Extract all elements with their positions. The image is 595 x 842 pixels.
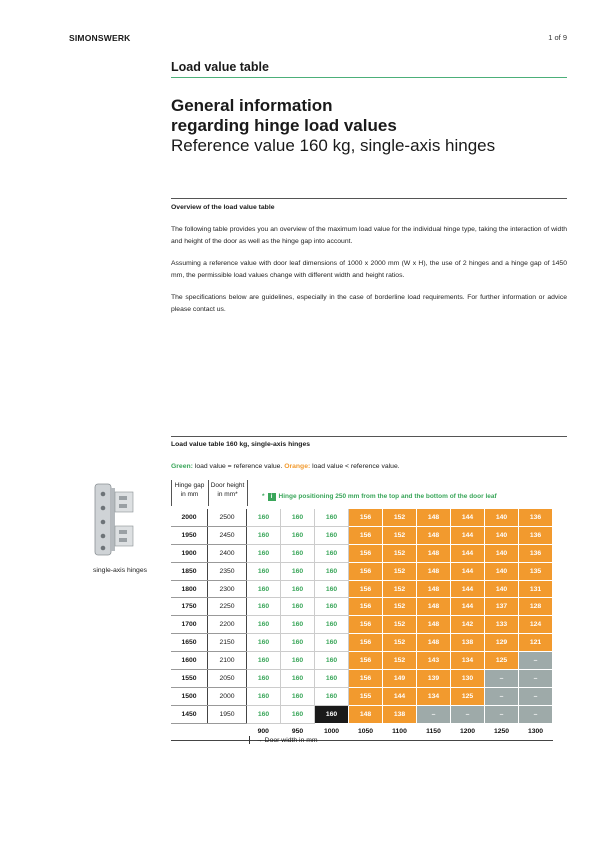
hinge-gap-cell: 1700 [171, 616, 208, 634]
load-value-cell: 148 [417, 544, 451, 562]
overview-paragraph-3: The specifications below are guidelines, especially in the case of borderline load requirements. For further information or advice please contact us. [171, 294, 567, 313]
load-value-cell: 140 [485, 509, 519, 526]
load-value-cell: 152 [383, 598, 417, 616]
load-value-cell: – [451, 705, 485, 723]
overview-paragraph-1: The following table provides you an overview of the maximum load value for the individual hinge type, taking the interaction of width and height of the door as well as the hinge gap into account. [171, 226, 567, 245]
load-value-cell: 160 [281, 526, 315, 544]
load-value-cell: 160 [281, 509, 315, 526]
load-value-cell: 152 [383, 634, 417, 652]
table-row [171, 544, 553, 562]
info-icon: i [268, 493, 276, 501]
load-value-cell: 133 [485, 616, 519, 634]
load-value-cell: – [519, 705, 553, 723]
load-value-cell: 148 [417, 598, 451, 616]
load-value-cell: 160 [315, 687, 349, 705]
headline-line-2: regarding hinge load values [171, 116, 397, 135]
load-value-cell: 148 [417, 634, 451, 652]
hinge-gap-cell: 1950 [171, 526, 208, 544]
note-text: Hinge positioning 250 mm from the top and the bottom of the door leaf [278, 493, 497, 500]
load-value-cell: 156 [349, 562, 383, 580]
table-row [171, 598, 553, 616]
door-width-row [171, 723, 553, 740]
load-value-cell: 128 [519, 598, 553, 616]
load-value-cell: 152 [383, 526, 417, 544]
headline-line-1: General information [171, 96, 333, 115]
door-height-cell: 2400 [208, 544, 247, 562]
hinge-gap-header-line-2: in mm [180, 491, 199, 498]
table-row [171, 652, 553, 670]
load-value-table [171, 509, 553, 741]
load-value-cell: 138 [383, 705, 417, 723]
load-value-cell: 148 [417, 580, 451, 598]
load-value-cell: 156 [349, 509, 383, 526]
hinge-gap-cell: 1900 [171, 544, 208, 562]
headline-line-3: Reference value 160 kg, single-axis hinges [171, 136, 496, 155]
page-number: 1 of 9 [548, 33, 567, 42]
hinge-image-caption: single-axis hinges [92, 567, 148, 574]
load-value-cell: 160 [281, 670, 315, 688]
hinge-gap-cell: 1750 [171, 598, 208, 616]
load-value-cell: 156 [349, 580, 383, 598]
load-value-cell: 160 [247, 634, 281, 652]
load-value-cell: 160 [281, 634, 315, 652]
note-asterisk: * [262, 493, 265, 500]
load-value-cell: 156 [349, 526, 383, 544]
load-value-cell: – [519, 652, 553, 670]
load-value-cell: 139 [417, 670, 451, 688]
load-value-cell: – [417, 705, 451, 723]
door-height-cell: 2000 [208, 687, 247, 705]
load-value-cell: 160 [315, 616, 349, 634]
hinge-gap-cell: 2000 [171, 509, 208, 526]
load-value-cell: 148 [417, 526, 451, 544]
door-height-cell: 2200 [208, 616, 247, 634]
load-value-cell: 125 [451, 687, 485, 705]
load-value-cell: 143 [417, 652, 451, 670]
legend-green-text: load value = reference value. [192, 463, 285, 470]
door-width-cell: 1000 [315, 723, 349, 740]
load-value-cell: 160 [247, 598, 281, 616]
table-row [171, 526, 553, 544]
load-value-cell: – [485, 705, 519, 723]
table-row [171, 580, 553, 598]
door-height-cell: 2500 [208, 509, 247, 526]
load-value-cell: 131 [519, 580, 553, 598]
hinge-gap-cell: 1550 [171, 670, 208, 688]
load-value-cell: 144 [451, 580, 485, 598]
empty-cell [208, 723, 247, 740]
legend-green-label: Green: [171, 463, 193, 470]
load-value-cell: 160 [247, 616, 281, 634]
load-value-cell: 156 [349, 634, 383, 652]
load-value-cell: 160 [281, 598, 315, 616]
overview-paragraph-2: Assuming a reference value with door leaf dimensions of 1000 x 2000 mm (W x H), the use of 2 hinges and a hinge gap of 1450 mm, the permissible load values change with different width and height ratios. [171, 260, 567, 279]
load-value-cell: 148 [417, 509, 451, 526]
door-width-cell: 1300 [519, 723, 553, 740]
axis-tick [249, 736, 250, 744]
load-value-cell: 160 [315, 705, 349, 723]
table-row [171, 705, 553, 723]
load-value-cell: 155 [349, 687, 383, 705]
door-width-cell: 1250 [485, 723, 519, 740]
table-row [171, 670, 553, 688]
load-value-cell: 135 [519, 562, 553, 580]
single-axis-hinge-image [93, 482, 138, 557]
door-width-axis-label [249, 736, 318, 744]
door-height-cell: 2300 [208, 580, 247, 598]
load-value-cell: 152 [383, 580, 417, 598]
section-divider [171, 77, 567, 78]
table-row [171, 687, 553, 705]
load-value-cell: 160 [247, 670, 281, 688]
load-value-cell: 160 [315, 580, 349, 598]
load-value-cell: 156 [349, 598, 383, 616]
load-value-cell: 121 [519, 634, 553, 652]
load-value-cell: 144 [451, 544, 485, 562]
load-value-cell: 140 [485, 562, 519, 580]
load-value-cell: 152 [383, 652, 417, 670]
color-legend [171, 463, 400, 470]
door-width-cell: 1150 [417, 723, 451, 740]
load-value-cell: 152 [383, 509, 417, 526]
load-value-cell: 160 [281, 580, 315, 598]
door-width-cell: 900 [247, 723, 281, 740]
hinge-gap-header [171, 481, 208, 499]
load-value-cell: 137 [485, 598, 519, 616]
load-value-cell: 134 [417, 687, 451, 705]
load-value-cell: 138 [451, 634, 485, 652]
load-value-cell: 160 [247, 652, 281, 670]
hinge-gap-cell: 1650 [171, 634, 208, 652]
load-value-cell: 136 [519, 526, 553, 544]
door-height-cell: 1950 [208, 705, 247, 723]
hinge-gap-cell: 1800 [171, 580, 208, 598]
load-value-cell: 160 [315, 544, 349, 562]
load-value-cell: 160 [315, 652, 349, 670]
door-height-cell: 2350 [208, 562, 247, 580]
table-row [171, 634, 553, 652]
load-value-cell: 140 [485, 526, 519, 544]
load-value-cell: 160 [281, 705, 315, 723]
door-height-header [208, 481, 247, 499]
door-width-cell: 1200 [451, 723, 485, 740]
section-title: Load value table [171, 60, 269, 74]
hinge-gap-cell: 1850 [171, 562, 208, 580]
load-value-cell: 148 [417, 562, 451, 580]
load-value-cell: 156 [349, 544, 383, 562]
door-height-cell: 2450 [208, 526, 247, 544]
legend-orange-label: Orange: [284, 463, 311, 470]
load-value-cell: 160 [281, 652, 315, 670]
load-value-cell: 136 [519, 509, 553, 526]
load-value-cell: – [519, 687, 553, 705]
door-height-header-line-1: Door height [210, 482, 245, 489]
load-value-cell: 156 [349, 652, 383, 670]
load-value-cell: 160 [247, 580, 281, 598]
load-value-cell: 160 [315, 634, 349, 652]
load-value-cell: 134 [451, 652, 485, 670]
overview-title: Overview of the load value table [171, 204, 275, 211]
door-height-cell: 2100 [208, 652, 247, 670]
load-value-cell: 140 [485, 580, 519, 598]
load-value-cell: 152 [383, 562, 417, 580]
load-value-cell: 160 [315, 562, 349, 580]
load-value-cell: 160 [247, 687, 281, 705]
load-value-cell: 152 [383, 616, 417, 634]
door-height-cell: 2150 [208, 634, 247, 652]
load-value-cell: 124 [519, 616, 553, 634]
load-value-cell: 149 [383, 670, 417, 688]
door-width-label: → Door width in mm [256, 736, 318, 744]
door-height-header-line-2: in mm* [217, 491, 238, 498]
load-value-cell: – [519, 670, 553, 688]
table-row [171, 616, 553, 634]
load-value-cell: 144 [451, 526, 485, 544]
load-value-cell: 160 [315, 598, 349, 616]
table-row [171, 509, 553, 526]
load-value-cell: 152 [383, 544, 417, 562]
hinge-gap-cell: 1600 [171, 652, 208, 670]
load-value-cell: 160 [247, 705, 281, 723]
load-value-cell: – [485, 670, 519, 688]
load-value-cell: 144 [451, 598, 485, 616]
load-value-cell: 144 [451, 562, 485, 580]
empty-cell [171, 723, 208, 740]
header-separator-right [247, 480, 248, 506]
load-value-cell: 144 [383, 687, 417, 705]
load-value-cell: 144 [451, 509, 485, 526]
load-value-cell: 156 [349, 670, 383, 688]
load-value-cell: 160 [315, 526, 349, 544]
load-value-cell: 160 [247, 562, 281, 580]
load-value-cell: 160 [315, 509, 349, 526]
load-value-cell: 160 [281, 616, 315, 634]
load-value-cell: 160 [247, 509, 281, 526]
load-value-cell: 148 [417, 616, 451, 634]
table-row [171, 562, 553, 580]
overview-divider [171, 198, 567, 199]
page-headline [171, 96, 495, 156]
load-table-title: Load value table 160 kg, single-axis hinges [171, 441, 311, 448]
load-value-cell: 140 [485, 544, 519, 562]
load-value-cell: 160 [281, 544, 315, 562]
door-width-cell: 1100 [383, 723, 417, 740]
load-value-cell: – [485, 687, 519, 705]
load-value-cell: 130 [451, 670, 485, 688]
load-value-cell: 156 [349, 616, 383, 634]
door-height-cell: 2250 [208, 598, 247, 616]
door-width-cell: 1050 [349, 723, 383, 740]
load-value-cell: 160 [315, 670, 349, 688]
load-value-cell: 160 [247, 544, 281, 562]
legend-orange-text: load value < reference value. [310, 463, 400, 470]
hinge-gap-cell: 1450 [171, 705, 208, 723]
load-value-cell: 160 [281, 687, 315, 705]
hinge-gap-header-line-1: Hinge gap [174, 482, 205, 489]
load-value-cell: 160 [247, 526, 281, 544]
load-value-cell: 160 [281, 562, 315, 580]
load-value-cell: 125 [485, 652, 519, 670]
hinge-positioning-note [262, 493, 497, 501]
brand-logo: SIMONSWERK [69, 33, 131, 43]
load-value-cell: 142 [451, 616, 485, 634]
load-value-cell: 136 [519, 544, 553, 562]
hinge-gap-cell: 1500 [171, 687, 208, 705]
load-table-divider [171, 436, 567, 437]
door-width-cell: 950 [281, 723, 315, 740]
load-value-cell: 148 [349, 705, 383, 723]
load-value-cell: 129 [485, 634, 519, 652]
door-height-cell: 2050 [208, 670, 247, 688]
